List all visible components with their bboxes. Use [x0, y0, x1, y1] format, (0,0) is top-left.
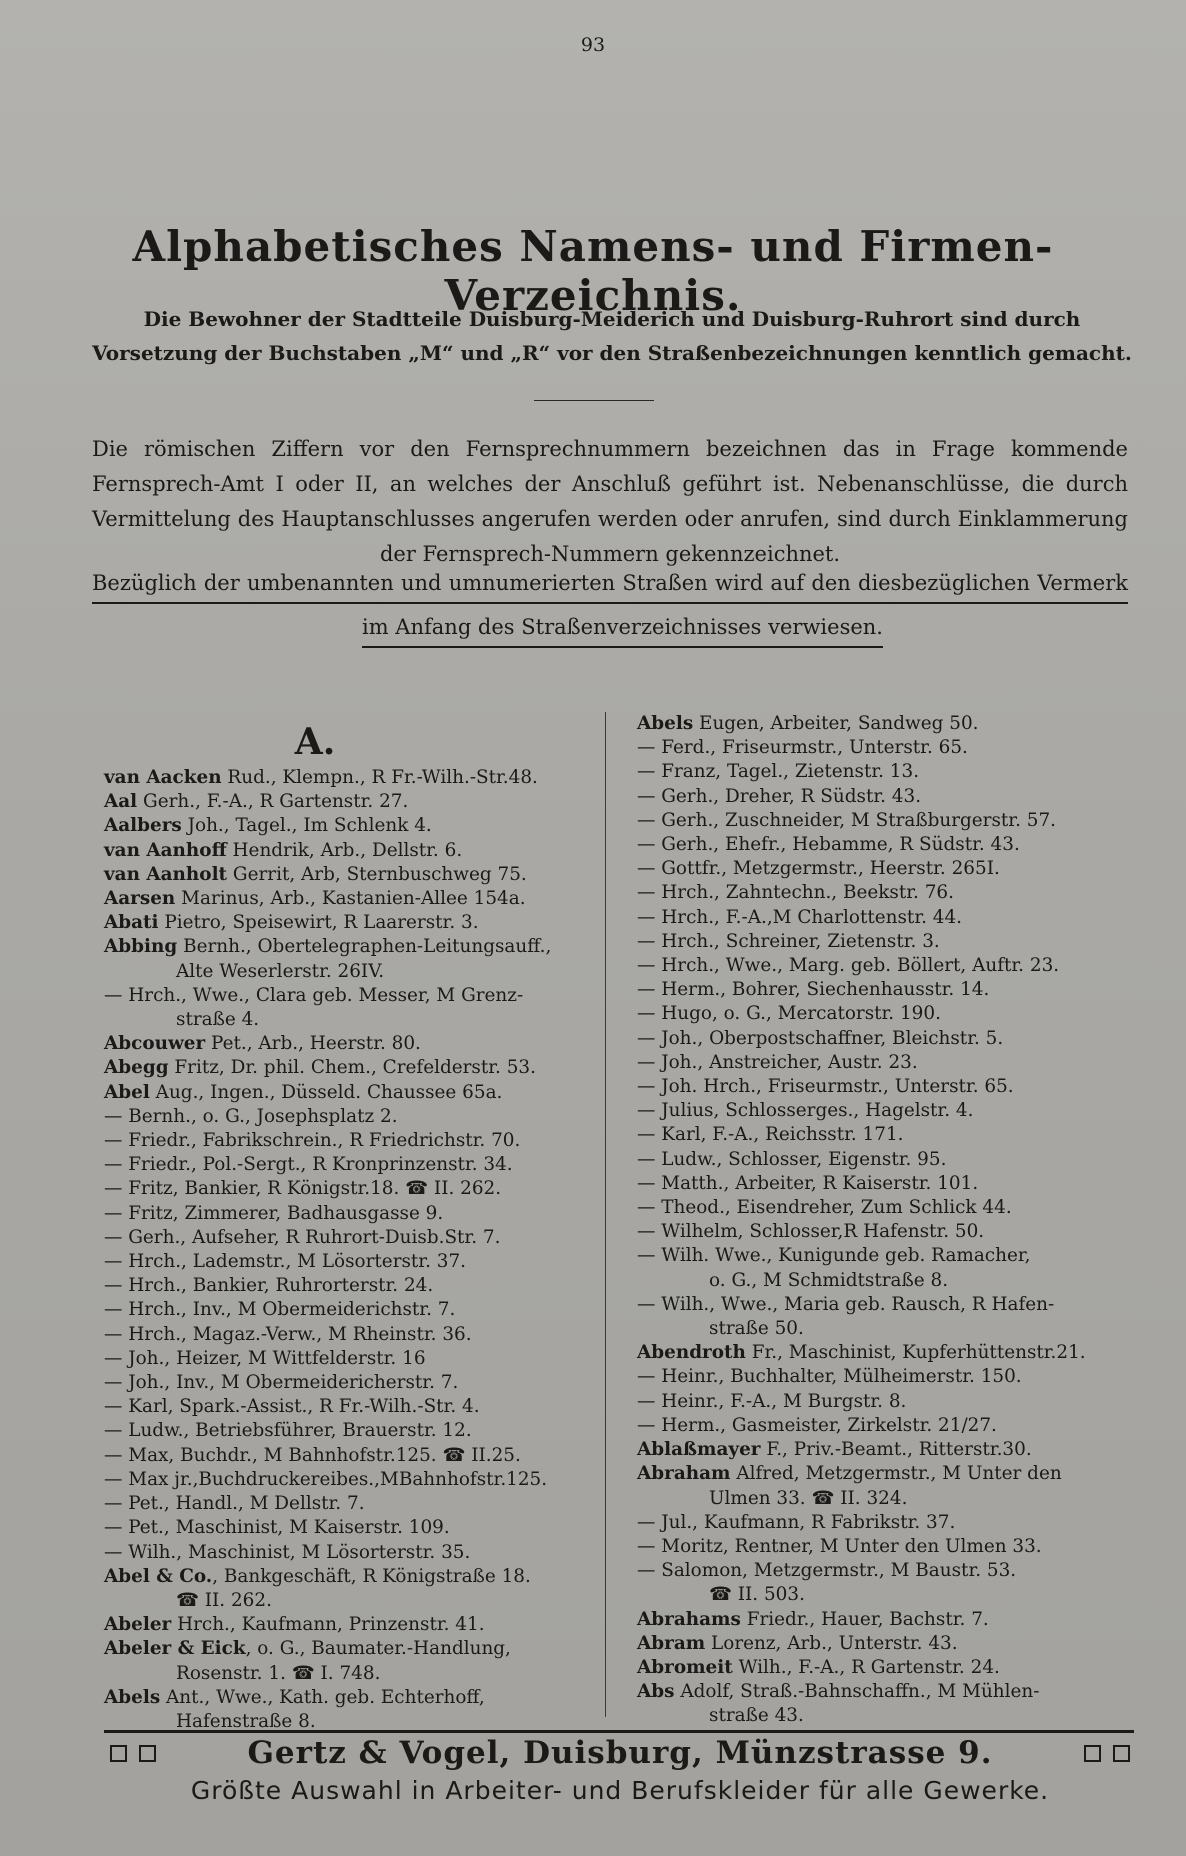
entry-name: Abeler	[104, 1614, 172, 1636]
directory-entry	[637, 978, 1134, 1002]
directory-entry	[637, 930, 1134, 954]
directory-entry	[637, 833, 1134, 857]
entry-details: — Joh. Hrch., Friseurmstr., Unterstr. 65.	[637, 1076, 1014, 1098]
entry-name: Aarsen	[104, 888, 176, 910]
entry-details: Eugen, Arbeiter, Sandweg 50.	[693, 713, 979, 734]
entry-details: — Theod., Eisendreher, Zum Schlick 44.	[637, 1197, 1012, 1219]
directory-entry	[637, 1220, 1134, 1244]
entry-details: Gerh., F.-A., R Gartenstr. 27.	[137, 791, 409, 813]
entry-name: Aal	[104, 791, 138, 813]
entry-details: — Joh., Heizer, M Wittfelderstr. 16	[104, 1347, 426, 1369]
entry-details: — Wilh., Maschinist, M Lösorterstr. 35.	[104, 1541, 471, 1563]
directory-entry	[637, 1559, 1134, 1583]
advertisement	[110, 1735, 1130, 1771]
directory-entry	[104, 1153, 596, 1177]
entry-details: Pietro, Speisewirt, R Laarerstr. 3.	[158, 912, 479, 934]
directory-entry	[637, 1075, 1134, 1099]
directory-entry	[637, 1244, 1134, 1268]
directory-entry	[637, 1608, 1134, 1632]
ad-subline: Größte Auswahl in Arbeiter- und Berufskleider für alle Gewerke.	[190, 1776, 1050, 1805]
entry-name: Abromeit	[637, 1656, 733, 1678]
entry-details: — Wilh., Wwe., Maria geb. Rausch, R Hafen-	[637, 1293, 1055, 1315]
directory-entry	[637, 785, 1134, 809]
entry-details: straße 43.	[709, 1705, 804, 1727]
directory-entry	[104, 1662, 596, 1686]
entry-details: Hrch., Kaufmann, Prinzenstr. 41.	[171, 1614, 485, 1636]
square-icon	[139, 1745, 156, 1762]
directory-entry	[637, 1390, 1134, 1414]
directory-entry	[104, 1589, 596, 1613]
square-icon	[110, 1745, 127, 1762]
entry-details: — Karl, F.-A., Reichsstr. 171.	[637, 1124, 904, 1146]
directory-entry	[637, 1535, 1134, 1559]
directory-entry	[637, 1269, 1134, 1293]
entry-details: — Heinr., Buchhalter, Mülheimerstr. 150.	[637, 1366, 1022, 1388]
directory-entry	[637, 1341, 1134, 1365]
entry-details: ☎ II. 262.	[176, 1589, 272, 1611]
directory-entry	[104, 1250, 596, 1274]
entry-name: Abegg	[104, 1057, 169, 1079]
entry-details: — Max, Buchdr., M Bahnhofstr.125. ☎ II.25.	[104, 1444, 521, 1466]
directory-entry	[104, 1032, 596, 1056]
square-icon	[1084, 1745, 1101, 1762]
entry-details: — Gerh., Ehefr., Hebamme, R Südstr. 43.	[637, 834, 1020, 856]
entry-details: — Hrch., Inv., M Obermeiderichstr. 7.	[104, 1299, 456, 1321]
directory-entry	[637, 1511, 1134, 1535]
entry-details: Wilh., F.-A., R Gartenstr. 24.	[732, 1656, 1000, 1678]
directory-entry	[104, 1395, 596, 1419]
directory-entry	[637, 1148, 1134, 1172]
directory-entry	[637, 736, 1134, 760]
entry-details: — Moritz, Rentner, M Unter den Ulmen 33.	[637, 1535, 1042, 1557]
entry-details: Hafenstraße 8.	[176, 1710, 316, 1732]
entry-details: — Gerh., Zuschneider, M Straßburgerstr. 57.	[637, 809, 1057, 831]
directory-entry	[104, 1613, 596, 1637]
left-column	[104, 712, 596, 1734]
entry-name: van Aanholt	[104, 863, 228, 885]
ad-box-icons-left	[110, 1745, 156, 1762]
entry-name: Abendroth	[637, 1342, 746, 1364]
directory-entry	[637, 712, 1134, 736]
entry-details: Hendrik, Arb., Dellstr. 6.	[226, 839, 463, 861]
entry-name: van Aacken	[104, 767, 222, 788]
section-letter: A.	[294, 721, 336, 763]
entry-name: Aalbers	[104, 815, 182, 837]
subtitle: Die Bewohner der Stadtteile Duisburg-Meiderich und Duisburg-Ruhrort sind durch Vorsetzung der Buchstaben „M“ und „R“ vor den Straßenbezeichnungen kenntlich gemacht.	[92, 307, 1132, 365]
page-number: 93	[580, 34, 606, 56]
street-note-line2: im Anfang des Straßenverzeichnisses verwiesen.	[362, 610, 883, 648]
directory-entry	[104, 1298, 596, 1322]
directory-entry	[637, 1414, 1134, 1438]
entry-name: Abraham	[637, 1463, 731, 1485]
directory-entry	[104, 766, 596, 790]
entry-name: Abel	[104, 1081, 150, 1103]
directory-entry	[104, 1444, 596, 1468]
entry-details: — Bernh., o. G., Josephsplatz 2.	[104, 1105, 398, 1127]
directory-entry	[104, 1371, 596, 1395]
entry-details: — Ludw., Schlosser, Eigenstr. 95.	[637, 1148, 947, 1170]
directory-entry	[104, 1516, 596, 1540]
directory-entry	[104, 839, 596, 863]
entry-details: — Fritz, Zimmerer, Badhausgasse 9.	[104, 1202, 444, 1224]
entry-details: — Hugo, o. G., Mercatorstr. 190.	[637, 1003, 941, 1025]
directory-entry	[104, 960, 596, 984]
entry-details: — Jul., Kaufmann, R Fabrikstr. 37.	[637, 1511, 956, 1533]
square-icon	[1113, 1745, 1130, 1762]
entry-details: — Fritz, Bankier, R Königstr.18. ☎ II. 262.	[104, 1178, 502, 1200]
entry-details: — Wilhelm, Schlosser,R Hafenstr. 50.	[637, 1221, 985, 1243]
directory-entry	[104, 1637, 596, 1661]
entry-details: — Joh., Oberpostschaffner, Bleichstr. 5.	[637, 1027, 1004, 1049]
directory-entry	[637, 1583, 1134, 1607]
directory-entry	[637, 1123, 1134, 1147]
directory-entry	[637, 954, 1134, 978]
entry-details: Fr., Maschinist, Kupferhüttenstr.21.	[745, 1342, 1086, 1364]
directory-entry	[637, 1704, 1134, 1728]
intro-paragraph: Die römischen Ziffern vor den Fernsprechnummern bezeichnen das in Frage kommende Fernsprech-Amt I oder II, an welches der Anschluß geführt ist. Nebenanschlüsse, die durch Vermittelung des Hauptanschlusses angerufen werden oder anrufen, sind durch Einklammerung der Fernsprech-Nummern gekennzeichnet.	[92, 437, 1128, 566]
entry-details: — Wilh. Wwe., Kunigunde geb. Ramacher,	[637, 1245, 1031, 1267]
directory-entry	[104, 1565, 596, 1589]
directory-entry	[104, 1129, 596, 1153]
entry-name: Abcouwer	[104, 1033, 206, 1055]
entry-details: Aug., Ingen., Düsseld. Chaussee 65a.	[149, 1081, 503, 1103]
directory-entry	[104, 1056, 596, 1080]
entry-details: Rud., Klempn., R Fr.-Wilh.-Str.48.	[221, 767, 538, 788]
directory-entry	[104, 1541, 596, 1565]
directory-entry	[637, 760, 1134, 784]
directory-entry	[104, 790, 596, 814]
entry-name: Abels	[104, 1686, 161, 1708]
entry-details: — Salomon, Metzgermstr., M Baustr. 53.	[637, 1560, 1017, 1582]
directory-entry	[104, 1081, 596, 1105]
entry-details: Fritz, Dr. phil. Chem., Crefelderstr. 53.	[168, 1057, 536, 1079]
directory-entry	[637, 1172, 1134, 1196]
directory-entry	[104, 1105, 596, 1129]
directory-entry	[637, 1438, 1134, 1462]
directory-entry	[637, 1680, 1134, 1704]
entry-details: — Pet., Handl., M Dellstr. 7.	[104, 1493, 365, 1515]
entry-details: Rosenstr. 1. ☎ I. 748.	[176, 1662, 381, 1684]
directory-entry	[104, 1323, 596, 1347]
directory-entry	[104, 1347, 596, 1371]
directory-entry	[104, 984, 596, 1008]
directory-entry	[104, 1686, 596, 1710]
entry-details: — Friedr., Pol.-Sergt., R Kronprinzenstr. 34.	[104, 1154, 513, 1176]
entry-details: Friedr., Hauer, Bachstr. 7.	[740, 1608, 989, 1630]
directory-entry	[104, 1202, 596, 1226]
directory-entry	[637, 857, 1134, 881]
directory-entry	[104, 887, 596, 911]
entry-details: F., Priv.-Beamt., Ritterstr.30.	[760, 1439, 1032, 1461]
directory-entry	[637, 1099, 1134, 1123]
entry-details: — Ferd., Friseurmstr., Unterstr. 65.	[637, 737, 968, 759]
entry-details: — Hrch., Magaz.-Verw., M Rheinstr. 36.	[104, 1323, 472, 1345]
directory-entry	[637, 1656, 1134, 1680]
entry-details: — Hrch., Bankier, Ruhrorterstr. 24.	[104, 1275, 434, 1297]
directory-entry	[104, 1419, 596, 1443]
directory-entry	[637, 1196, 1134, 1220]
entry-details: , Bankgeschäft, R Königstraße 18.	[212, 1565, 531, 1587]
entry-name: Abeler & Eick	[104, 1638, 246, 1660]
entry-name: Abram	[637, 1632, 706, 1654]
entry-details: — Joh., Anstreicher, Austr. 23.	[637, 1051, 918, 1073]
entry-name: Ablaßmayer	[637, 1439, 761, 1461]
entry-details: Gerrit, Arb, Sternbuschweg 75.	[227, 863, 527, 885]
directory-entry	[637, 1632, 1134, 1656]
entry-name: Abrahams	[637, 1608, 741, 1630]
entry-details: Alfred, Metzgermstr., M Unter den	[730, 1463, 1062, 1485]
entry-details: ☎ II. 503.	[709, 1584, 805, 1606]
entry-details: — Hrch., Wwe., Clara geb. Messer, M Grenz-	[104, 984, 524, 1006]
directory-entry	[637, 809, 1134, 833]
entry-details: — Hrch., F.-A.,M Charlottenstr. 44.	[637, 906, 963, 928]
directory-entry	[637, 1027, 1134, 1051]
entry-details: — Hrch., Zahntechn., Beekstr. 76.	[637, 882, 954, 904]
ad-headline: Gertz & Vogel, Duisburg, Münzstrasse 9.	[247, 1735, 993, 1771]
directory-entry	[637, 1487, 1134, 1511]
entry-details: — Joh., Inv., M Obermeidericherstr. 7.	[104, 1372, 459, 1394]
entry-details: straße 4.	[176, 1009, 260, 1031]
entry-details: — Franz, Tagel., Zietenstr. 13.	[637, 761, 920, 783]
entry-name: Abels	[637, 713, 694, 734]
entry-details: , o. G., Baumater.-Handlung,	[245, 1638, 511, 1660]
entry-name: van Aanhoff	[104, 839, 227, 861]
directory-entry	[104, 911, 596, 935]
entry-details: Lorenz, Arb., Unterstr. 43.	[705, 1632, 958, 1654]
directory-entry	[104, 1177, 596, 1201]
entry-details: — Matth., Arbeiter, R Kaiserstr. 101.	[637, 1172, 979, 1194]
entry-details: Pet., Arb., Heerstr. 80.	[205, 1033, 421, 1055]
entry-details: — Gerh., Dreher, R Südstr. 43.	[637, 785, 922, 807]
entry-details: straße 50.	[709, 1318, 804, 1340]
entry-details: Alte Weserlerstr. 26IV.	[176, 960, 385, 982]
directory-entry	[104, 1008, 596, 1032]
directory-entry	[637, 1317, 1134, 1341]
entry-details: — Pet., Maschinist, M Kaiserstr. 109.	[104, 1517, 450, 1539]
entry-details: Marinus, Arb., Kastanien-Allee 154a.	[175, 888, 526, 910]
directory-entry	[637, 1051, 1134, 1075]
street-note-line1: Bezüglich der umbenannten und umnumerierten Straßen wird auf den diesbezüglichen Vermerk	[92, 566, 1128, 604]
divider	[534, 400, 654, 401]
entry-details: o. G., M Schmidtstraße 8.	[709, 1269, 949, 1291]
directory-entry	[637, 1293, 1134, 1317]
page-title: Alphabetisches Namens- und Firmen-Verzeichnis.	[132, 222, 1054, 320]
directory-entry	[637, 1462, 1134, 1486]
directory-entry	[104, 814, 596, 838]
entry-details: — Herm., Bohrer, Siechenhausstr. 14.	[637, 979, 990, 1001]
directory-entry	[104, 1492, 596, 1516]
entry-details: — Friedr., Fabrikschrein., R Friedrichstr. 70.	[104, 1130, 521, 1152]
column-separator	[605, 712, 606, 1717]
entry-details: Ant., Wwe., Kath. geb. Echterhoff,	[160, 1686, 485, 1708]
entry-details: — Hrch., Lademstr., M Lösorterstr. 37.	[104, 1251, 467, 1273]
footer-rule	[104, 1730, 1134, 1733]
entry-details: — Gottfr., Metzgermstr., Heerstr. 265I.	[637, 858, 1000, 880]
directory-entry	[104, 1274, 596, 1298]
entry-details: — Hrch., Wwe., Marg. geb. Böllert, Auftr. 23.	[637, 955, 1060, 977]
entry-details: — Ludw., Betriebsführer, Brauerstr. 12.	[104, 1420, 472, 1442]
directory-entry	[637, 881, 1134, 905]
entry-details: — Herm., Gasmeister, Zirkelstr. 21/27.	[637, 1414, 997, 1436]
directory-entry	[104, 1468, 596, 1492]
directory-entry	[637, 1365, 1134, 1389]
ad-box-icons-right	[1084, 1745, 1130, 1762]
entry-details: — Karl, Spark.-Assist., R Fr.-Wilh.-Str. 4.	[104, 1396, 480, 1418]
directory-entry	[637, 906, 1134, 930]
directory-entry	[104, 863, 596, 887]
entry-details: — Julius, Schlosserges., Hagelstr. 4.	[637, 1100, 974, 1122]
entry-name: Abel & Co.	[104, 1565, 213, 1587]
entry-details: Joh., Tagel., Im Schlenk 4.	[181, 815, 432, 837]
right-column	[637, 712, 1134, 1729]
directory-entry	[104, 935, 596, 959]
entry-name: Abbing	[104, 936, 178, 958]
entry-name: Abs	[637, 1681, 675, 1703]
entry-name: Abati	[104, 912, 159, 934]
directory-entry	[637, 1002, 1134, 1026]
directory-entry	[104, 1226, 596, 1250]
entry-details: Ulmen 33. ☎ II. 324.	[709, 1487, 908, 1509]
entry-details: — Hrch., Schreiner, Zietenstr. 3.	[637, 930, 940, 952]
entry-details: — Heinr., F.-A., M Burgstr. 8.	[637, 1390, 907, 1412]
entry-details: — Gerh., Aufseher, R Ruhrort-Duisb.Str. 7.	[104, 1226, 501, 1248]
entry-details: Adolf, Straß.-Bahnschaffn., M Mühlen-	[674, 1681, 1040, 1703]
entry-details: — Max jr.,Buchdruckereibes.,MBahnhofstr.125.	[104, 1468, 548, 1490]
entry-details: Bernh., Obertelegraphen-Leitungsauff.,	[177, 936, 552, 958]
